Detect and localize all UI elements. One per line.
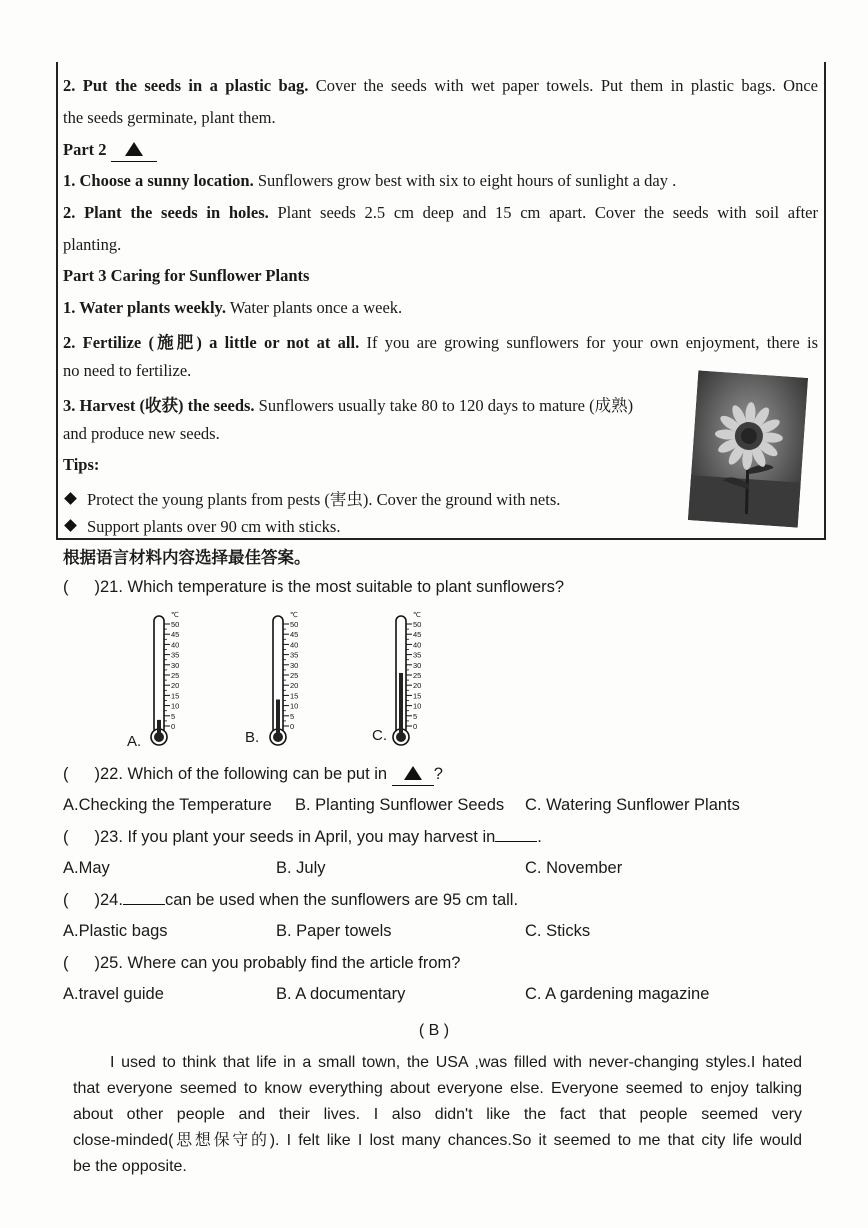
q23-option-a[interactable]: A.May <box>63 859 110 877</box>
thermometer-tick-label: 0 <box>413 722 418 731</box>
thermometer-tick-label: 25 <box>290 671 299 680</box>
thermometer-tick-label: 40 <box>290 640 299 650</box>
thermometer-tick-label: 20 <box>290 681 299 691</box>
tip-item-2 <box>63 517 340 537</box>
part2-heading-text: Part 2 <box>63 140 107 159</box>
answer-paren-close: ) <box>94 828 100 846</box>
thermometer-tick-label: 5 <box>171 711 176 721</box>
thermometer-tick-label: 45 <box>413 630 422 640</box>
thermometer-tick-label: 30 <box>171 660 180 670</box>
thermometer-tick-label: 35 <box>171 650 180 660</box>
question-text: 22. Which of the following can be put in <box>100 765 388 783</box>
part3-step1-text: Water plants once a week. <box>226 298 403 317</box>
question-number: 24. <box>100 891 123 909</box>
question-text: 21. Which temperature is the most suitable to plant sunflowers? <box>100 578 565 596</box>
thermometer-tube <box>154 616 164 734</box>
triangle-blank <box>111 140 157 162</box>
paragraph-line: be the opposite. <box>73 1158 187 1175</box>
part1-step2-line1 <box>63 76 818 96</box>
thermometer-tick-label: 50 <box>171 620 180 629</box>
part3-step2-line1 <box>63 329 818 353</box>
tip-text: Protect the young plants from pests (害虫). Cover the ground with nets. <box>87 490 561 509</box>
answer-paren-close: ) <box>94 891 100 909</box>
thermometer-unit: ℃ <box>290 611 298 619</box>
part3-heading <box>63 266 309 286</box>
part1-step2-text: Cover the seeds with wet paper towels. Put them in plastic bags. Once <box>308 76 818 95</box>
part3-step1 <box>63 298 402 318</box>
q24-option-a[interactable]: A.Plastic bags <box>63 922 168 940</box>
thermometer-tick-label: 15 <box>290 691 299 701</box>
thermometer-tick-label: 10 <box>290 701 299 711</box>
thermometer-tick-label: 0 <box>290 722 295 731</box>
thermometer-c-label: C. <box>372 727 387 744</box>
question-23 <box>63 828 542 847</box>
triangle-blank <box>392 765 434 786</box>
question-text: 25. Where can you probably find the article from? <box>100 954 461 972</box>
part3-step3-line2: and produce new seeds. <box>63 424 220 443</box>
thermometer-mercury <box>399 673 403 734</box>
thermometer-a-label: A. <box>127 733 142 750</box>
tips-heading <box>63 455 99 475</box>
question-text: 23. If you plant your seeds in April, you may harvest in <box>100 828 496 846</box>
q25-option-a[interactable]: A.travel guide <box>63 985 164 1003</box>
q25-option-c[interactable]: C. A gardening magazine <box>525 985 710 1003</box>
part2-step2-bold: 2. Plant the seeds in holes. <box>63 203 269 222</box>
answer-paren-open[interactable]: ( <box>63 578 69 596</box>
part2-step2-line1 <box>63 203 818 223</box>
triangle-icon <box>404 766 422 780</box>
thermometer-unit: ℃ <box>171 611 179 619</box>
thermometer-mercury <box>157 720 161 734</box>
thermometer-b-label: B. <box>245 729 260 746</box>
answer-paren-open[interactable]: ( <box>63 765 69 783</box>
tip-text: Support plants over 90 cm with sticks. <box>87 517 341 536</box>
thermometer-tick-label: 5 <box>413 711 418 721</box>
part2-step1 <box>63 171 676 191</box>
thermometer-tick-label: 20 <box>171 681 180 691</box>
thermometer-tick-label: 50 <box>413 620 422 629</box>
part3-heading-text: Part 3 Caring for Sunflower Plants <box>63 266 310 285</box>
section-b-paragraph <box>73 1050 802 1180</box>
part2-step1-text: Sunflowers grow best with six to eight hours of sunlight a day . <box>253 171 677 190</box>
question-text-end: . <box>537 828 542 846</box>
q22-option-b[interactable]: B. Planting Sunflower Seeds <box>295 796 505 814</box>
part2-heading <box>63 140 157 162</box>
question-text-end: ? <box>433 765 443 783</box>
thermometer-tick-label: 30 <box>290 660 299 670</box>
question-text: can be used when the sunflowers are 95 cm tall. <box>164 891 519 909</box>
diamond-bullet-icon <box>64 519 77 532</box>
triangle-icon <box>125 142 143 156</box>
paragraph-line: I used to think that life in a small town, the USA ,was filled with never-changing styles.I hated <box>110 1054 802 1071</box>
q24-option-c[interactable]: C. Sticks <box>525 922 591 940</box>
q23-option-c[interactable]: C. November <box>525 859 623 877</box>
paragraph-line: close-minded(思想保守的). I felt like I lost many chances.So it seemed to me that city life would <box>73 1132 802 1149</box>
question-25 <box>63 954 460 973</box>
thermometer-a[interactable] <box>140 610 210 750</box>
part2-step2-text: Plant seeds 2.5 cm deep and 15 cm apart. Cover the seeds with soil after <box>268 203 818 222</box>
answer-blank[interactable] <box>495 841 537 842</box>
answer-blank[interactable] <box>123 904 165 905</box>
thermometer-tick-label: 20 <box>413 681 422 691</box>
part3-step2-bold: 2. Fertilize (施肥) a little or not at all. <box>63 333 360 352</box>
thermometer-tick-label: 10 <box>413 701 422 711</box>
thermometer-tick-label: 15 <box>413 691 422 701</box>
part3-step3-line1 <box>63 392 633 416</box>
thermometer-tick-label: 10 <box>171 701 180 711</box>
answer-paren-open[interactable]: ( <box>63 891 69 909</box>
tip-item-1 <box>63 486 560 510</box>
thermometer-unit: ℃ <box>413 611 421 619</box>
q22-option-c[interactable]: C. Watering Sunflower Plants <box>525 796 740 814</box>
question-22 <box>63 765 443 786</box>
part2-step1-bold: 1. Choose a sunny location. <box>63 171 254 190</box>
q25-option-b[interactable]: B. A documentary <box>276 985 406 1003</box>
tips-heading-text: Tips: <box>63 455 100 474</box>
part3-step3-bold: 3. Harvest (收获) the seeds. <box>63 396 255 415</box>
part3-step3-text: Sunflowers usually take 80 to 120 days to mature (成熟) <box>254 396 634 415</box>
part1-step2-line2: the seeds germinate, plant them. <box>63 108 276 127</box>
paragraph-line: that everyone seemed to know everything about everyone else. Everyone seemed to enjoy talking <box>73 1080 802 1097</box>
diamond-bullet-icon <box>64 492 77 505</box>
part1-step2-bold: 2. Put the seeds in a plastic bag. <box>63 76 309 95</box>
thermometer-tick-label: 40 <box>413 640 422 650</box>
paragraph-line: about other people and their lives. I also didn't like the fact that people seemed very <box>73 1106 802 1123</box>
question-21 <box>63 578 564 597</box>
thermometer-tick-label: 30 <box>413 660 422 670</box>
thermometer-tick-label: 45 <box>171 630 180 640</box>
thermometer-tick-label: 25 <box>413 671 422 680</box>
q23-option-b[interactable]: B. July <box>276 859 326 877</box>
thermometer-tick-label: 35 <box>290 650 299 660</box>
thermometer-tick-label: 15 <box>171 691 180 701</box>
section-b-title: ( B ) <box>418 1022 450 1039</box>
thermometer-mercury <box>276 699 280 734</box>
thermometer-c[interactable] <box>382 610 452 750</box>
thermometer-tick-label: 5 <box>290 711 295 721</box>
part2-step2-line2: planting. <box>63 235 122 254</box>
sunflower-photo <box>688 370 808 527</box>
thermometer-tick-label: 0 <box>171 722 176 731</box>
answer-paren-close: ) <box>94 954 100 972</box>
thermometer-tick-label: 50 <box>290 620 299 629</box>
thermometer-tick-label: 25 <box>171 671 180 680</box>
instruction-text: 根据语言材料内容选择最佳答案。 <box>63 548 311 567</box>
thermometer-tick-label: 45 <box>290 630 299 640</box>
thermometer-tick-label: 40 <box>171 640 180 650</box>
answer-paren-open[interactable]: ( <box>63 954 69 972</box>
thermometer-b[interactable] <box>259 610 329 750</box>
part3-step1-bold: 1. Water plants weekly. <box>63 298 227 317</box>
thermometer-tick-label: 35 <box>413 650 422 660</box>
q24-option-b[interactable]: B. Paper towels <box>276 922 392 940</box>
part3-step2-text: If you are growing sunflowers for your own enjoyment, there is <box>359 333 818 352</box>
q22-option-a[interactable]: A.Checking the Temperature <box>63 796 272 814</box>
question-24 <box>63 891 518 910</box>
answer-paren-close: ) <box>94 765 100 783</box>
part3-step2-line2: no need to fertilize. <box>63 361 192 380</box>
answer-paren-close: ) <box>94 578 100 596</box>
answer-paren-open[interactable]: ( <box>63 828 69 846</box>
